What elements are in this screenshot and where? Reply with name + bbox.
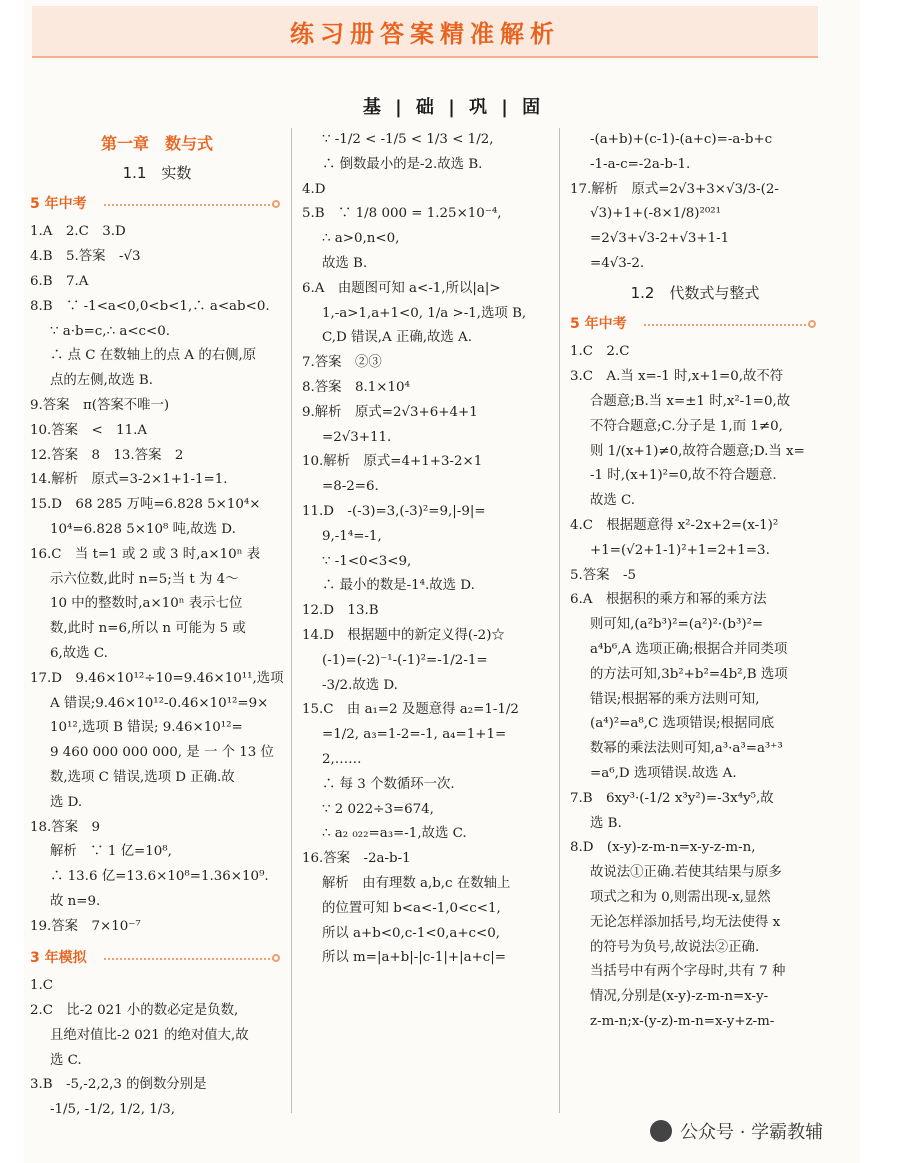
- answer-line: =1/2, a₃=1-2=-1, a₄=1+1=: [322, 727, 507, 743]
- answer-line: -1 时,(x+1)²=0,故不符合题意.: [590, 468, 777, 484]
- answer-line: 则 1/(x+1)≠0,故符合题意;D.当 x=: [590, 443, 805, 459]
- answer-line: 10.答案 < 11.A: [30, 422, 148, 438]
- answer-line: 数,选项 C 错误,选项 D 正确.故: [50, 769, 235, 785]
- answer-line: 9.答案 π(答案不唯一): [30, 397, 170, 413]
- answer-line: z-m-n;x-(y-z)-m-n=x-y+z-m-: [590, 1013, 775, 1029]
- column-divider-2: [559, 128, 560, 1113]
- answer-line: 4.D: [302, 181, 326, 197]
- answer-line: √3)+1+(-8×1/8)²⁰²¹: [590, 206, 721, 222]
- answer-line: =2√3+11.: [322, 429, 392, 445]
- answer-line: -(a+b)+(c-1)-(a+c)=-a-b+c: [590, 132, 773, 147]
- answer-line: 合题意;B.当 x=±1 时,x²-1=0,故: [590, 393, 791, 409]
- subsection-title: 1.1 实数: [122, 163, 192, 182]
- answer-line: ∴ 倒数最小的是-2.故选 B.: [322, 156, 483, 172]
- column-3: [570, 128, 820, 1035]
- answer-line: 10¹²,选项 B 错误; 9.46×10¹²=: [50, 720, 243, 736]
- answer-line: 9.解析 原式=2√3+6+4+1: [302, 404, 478, 420]
- answer-line: 解析 由有理数 a,b,c 在数轴上: [322, 875, 511, 891]
- section-tag-label: 5 年中考: [30, 195, 87, 212]
- section-tag: [570, 312, 820, 337]
- answer-line: 3.C A.当 x=-1 时,x+1=0,故不符: [570, 369, 784, 385]
- answer-line: 8.D (x-y)-z-m-n=x-y-z-m-n,: [570, 840, 756, 856]
- dotted-rule: [644, 324, 810, 326]
- answer-line: 11.D -(-3)=3,(-3)²=9,|-9|=: [302, 503, 486, 519]
- answer-line: 不符合题意;C.分子是 1,而 1≠0,: [590, 418, 783, 434]
- dotted-rule: [104, 958, 274, 960]
- answer-line: 选 C.: [50, 1052, 82, 1068]
- answer-line: 8.B ∵ -1<a<0,0<b<1,∴ a<ab<0.: [30, 298, 270, 314]
- answer-line: =2√3+√3-2+√3+1-1: [590, 231, 730, 247]
- section-tag-label: 3 年模拟: [30, 949, 87, 966]
- answer-line: ∴ 13.6 亿=13.6×10⁸=1.36×10⁹.: [50, 869, 269, 885]
- answer-line: 故选 B.: [322, 255, 368, 271]
- answer-line: (a⁴)²=a⁸,C 选项错误;根据同底: [590, 716, 775, 732]
- answer-line: 项式之和为 0,则需出现-x,显然: [590, 889, 771, 905]
- answer-line: 解析 ∵ 1 亿=10⁸,: [50, 844, 172, 860]
- answer-line: ∵ -1<0<3<9,: [322, 553, 412, 569]
- answer-line: 15.C 由 a₁=2 及题意得 a₂=1-1/2: [302, 702, 519, 718]
- answer-line: 示六位数,此时 n=5;当 t 为 4～: [50, 571, 239, 587]
- dot-marker: [272, 200, 280, 208]
- answer-line: 1.A 2.C 3.D: [30, 224, 126, 240]
- answer-line: 的方法可知,3b²+b²=4b²,B 选项: [590, 666, 788, 682]
- section-title: 基 | 础 | 巩 | 固: [362, 97, 545, 118]
- answer-line: 7.答案 ②③: [302, 355, 382, 371]
- answer-line: 故说法①正确.若使其结果与原多: [590, 865, 782, 881]
- answer-line: 6.A 由题图可知 a<-1,所以|a|>: [302, 280, 501, 296]
- answer-line: ∴ 点 C 在数轴上的点 A 的右侧,原: [50, 348, 257, 364]
- answer-line: 所以 m=|a+b|-|c-1|+|a+c|=: [322, 950, 507, 966]
- answer-line: ∵ 2 022÷3=674,: [322, 801, 434, 817]
- answer-line: 4.B 5.答案 -√3: [30, 249, 141, 265]
- answer-line: 17.解析 原式=2√3+3×√3/3-(2-: [570, 181, 779, 197]
- answer-line: 无论怎样添加括号,均无法使得 x: [590, 914, 781, 930]
- answer-line: +1=(√2+1-1)²+1=2+1=3.: [590, 542, 770, 558]
- answer-line: 14.解析 原式=3-2×1+1-1=1.: [30, 472, 228, 488]
- answer-line: 1,-a>1,a+1<0, 1/a >-1,选项 B,: [322, 305, 527, 321]
- answer-line: 当括号中有两个字母时,共有 7 种: [590, 964, 786, 980]
- answer-line: 8.答案 8.1×10⁴: [302, 379, 410, 395]
- answer-line: ∴ a₂ ₀₂₂=a₃=-1,故选 C.: [322, 826, 467, 842]
- answer-line: 10 中的整数时,a×10ⁿ 表示七位: [50, 596, 243, 612]
- answer-line: a⁴b⁶,A 选项正确;根据合并同类项: [590, 641, 788, 657]
- answer-line: 6.A 根据积的乘方和幂的乘方法: [570, 592, 767, 608]
- answer-line: 错误;根据幂的乘方法则可知,: [590, 691, 760, 707]
- answer-line: 15.D 68 285 万吨=6.828 5×10⁴×: [30, 497, 261, 513]
- watermark-text: 公众号 · 学霸教辅: [680, 1122, 824, 1143]
- answer-line: 12.答案 8 13.答案 2: [30, 447, 184, 463]
- answer-line: -3/2.故选 D.: [322, 677, 398, 693]
- answer-line: 且绝对值比-2 021 的绝对值大,故: [50, 1027, 249, 1043]
- column-2: [302, 128, 548, 971]
- answer-line: 点的左侧,故选 B.: [50, 373, 153, 389]
- answer-line: 故 n=9.: [50, 893, 101, 909]
- answer-line: 5.答案 -5: [570, 567, 636, 583]
- answer-line: 则可知,(a²b³)²=(a²)²·(b³)²=: [590, 617, 764, 633]
- answer-line: 7.B 6xy³·(-1/2 x³y²)=-3x⁴y⁵,故: [570, 790, 774, 806]
- answer-line: =a⁶,D 选项错误.故选 A.: [590, 765, 737, 781]
- answer-line: 16.答案 -2a-b-1: [302, 851, 411, 867]
- answer-line: =4√3-2.: [590, 255, 645, 271]
- answer-line: A 错误;9.46×10¹²-0.46×10¹²=9×: [50, 695, 269, 711]
- answer-line: -1/5, -1/2, 1/2, 1/3,: [50, 1102, 176, 1118]
- answer-line: 所以 a+b<0,c-1<0,a+c<0,: [322, 925, 501, 941]
- answer-line: 5.B ∵ 1/8 000 = 1.25×10⁻⁴,: [302, 206, 502, 222]
- dotted-rule: [104, 204, 274, 206]
- answer-line: 17.D 9.46×10¹²÷10=9.46×10¹¹,选项: [30, 670, 284, 686]
- answer-line: 选 B.: [590, 815, 622, 831]
- answer-line: 16.C 当 t=1 或 2 或 3 时,a×10ⁿ 表: [30, 546, 261, 562]
- chapter-title: 第一章 数与式: [100, 134, 213, 153]
- section-tag: [30, 192, 284, 217]
- column-1: [30, 128, 284, 1123]
- answer-line: C,D 错误,A 正确,故选 A.: [322, 330, 472, 346]
- answer-line: 的符号为负号,故说法②正确.: [590, 939, 760, 955]
- header-banner: [32, 6, 818, 58]
- answer-line: 6.B 7.A: [30, 273, 89, 289]
- answer-line: 6,故选 C.: [50, 645, 108, 661]
- answer-line: ∴ 每 3 个数循环一次.: [322, 776, 455, 792]
- answer-line: 数,此时 n=6,所以 n 可能为 5 或: [50, 621, 246, 637]
- answer-line: 10.解析 原式=4+1+3-2×1: [302, 454, 483, 470]
- answer-line: -1-a-c=-2a-b-1.: [590, 156, 691, 172]
- answer-line: 选 D.: [50, 794, 83, 810]
- answer-line: 1.C: [30, 978, 54, 994]
- answer-line: 2.C 比-2 021 小的数必定是负数,: [30, 1003, 239, 1019]
- answer-line: 19.答案 7×10⁻⁷: [30, 918, 141, 934]
- answer-line: 故选 C.: [590, 493, 636, 509]
- answer-line: 9 460 000 000 000, 是 一 个 13 位: [50, 745, 274, 761]
- answer-line: 14.D 根据题中的新定义得(-2)☆: [302, 627, 505, 643]
- answer-line: ∴ 最小的数是-1⁴.故选 D.: [322, 578, 475, 594]
- subsection-title: 1.2 代数式与整式: [630, 283, 760, 302]
- answer-line: 18.答案 9: [30, 819, 100, 835]
- answer-line: 数幂的乘法法则可知,a³·a³=a³⁺³: [590, 741, 783, 757]
- dot-marker: [808, 320, 816, 328]
- banner-title: 练习册答案精准解析: [290, 20, 560, 48]
- answer-line: 10⁴=6.828 5×10⁸ 吨,故选 D.: [50, 521, 236, 537]
- answer-list-b: [30, 974, 284, 1123]
- answer-line: 3.B -5,-2,2,3 的倒数分别是: [30, 1077, 207, 1093]
- answer-line: 情况,分别是(x-y)-z-m-n=x-y-: [590, 989, 769, 1005]
- dot-marker: [272, 954, 280, 962]
- answer-line: 1.C 2.C: [570, 344, 630, 360]
- column-divider-1: [291, 128, 292, 1113]
- answer-line: 12.D 13.B: [302, 603, 379, 619]
- answer-line: ∵ a·b=c,∴ a<c<0.: [50, 323, 171, 339]
- answer-line: 9,-1⁴=-1,: [322, 528, 382, 544]
- answer-line: 的位置可知 b<a<-1,0<c<1,: [322, 900, 501, 916]
- answer-line: (-1)=(-2)⁻¹-(-1)²=-1/2-1=: [322, 652, 488, 668]
- answer-line: 4.C 根据题意得 x²-2x+2=(x-1)²: [570, 517, 779, 533]
- section-tag: [30, 946, 284, 971]
- answer-line: ∵ -1/2 < -1/5 < 1/3 < 1/2,: [322, 132, 494, 147]
- answer-line: =8-2=6.: [322, 479, 379, 495]
- answer-list-a: [30, 220, 284, 939]
- section-tag-label: 5 年中考: [570, 315, 627, 332]
- answer-line: ∴ a>0,n<0,: [322, 231, 400, 247]
- wechat-icon: [650, 1120, 672, 1142]
- answer-line: 2,……: [322, 751, 362, 767]
